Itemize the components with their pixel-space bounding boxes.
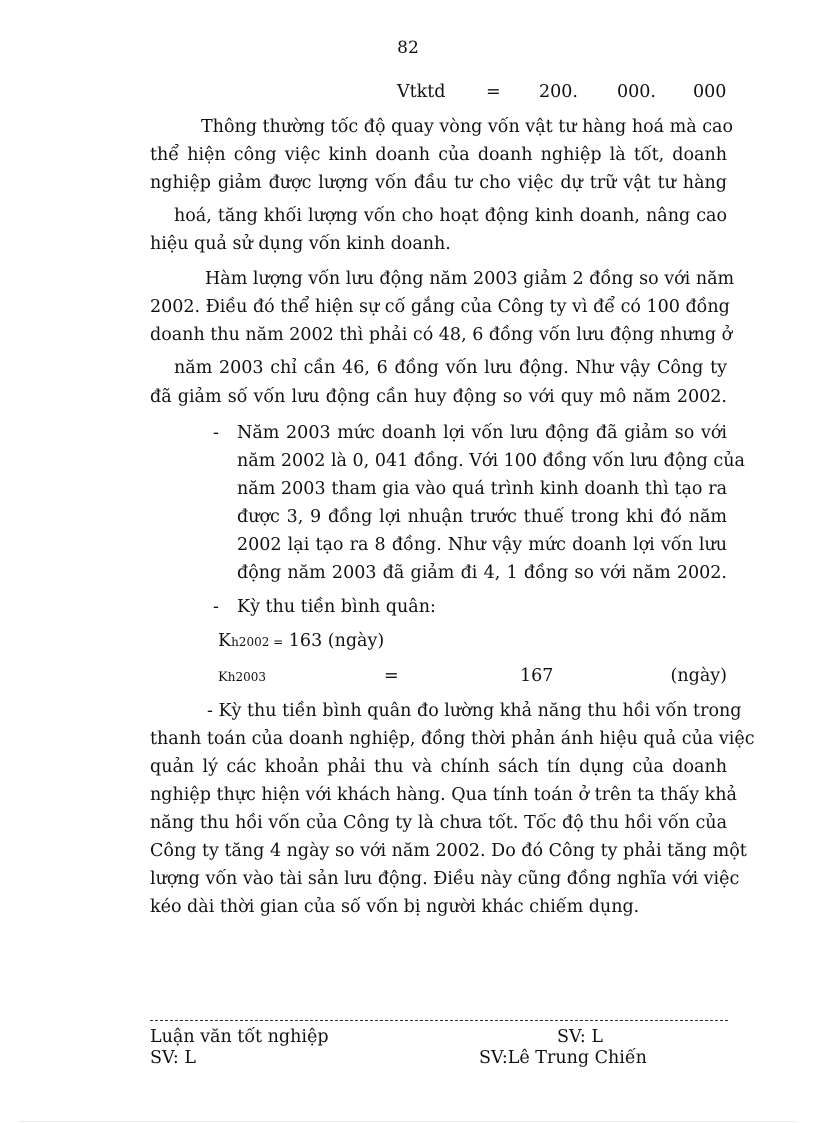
kh2003-unit: (ngày) xyxy=(670,666,727,686)
paragraph-line: hiệu quả sử dụng vốn kinh doanh. xyxy=(150,234,451,254)
paragraph-line: năm 2003 chỉ cần 46, 6 đồng vốn lưu động. Như vậy Công ty xyxy=(174,358,727,378)
paragraph-line: nghiệp thực hiện với khách hàng. Qua tính toán ở trên ta thấy khả xyxy=(150,785,737,805)
vtktd-equals: = xyxy=(486,82,501,102)
bullet-line: Kỳ thu tiền bình quân: xyxy=(237,597,436,617)
bullet-line: động năm 2003 đã giảm đi 4, 1 đồng so với năm 2002. xyxy=(237,563,727,583)
paragraph-line: doanh thu năm 2002 thì phải có 48, 6 đồng vốn lưu động nhưng ở xyxy=(150,325,733,345)
bullet-dash: - xyxy=(213,597,219,617)
kh2003-symbol: K xyxy=(218,670,228,685)
footer-divider xyxy=(150,1020,728,1021)
page-number: 82 xyxy=(397,38,419,58)
bullet-line: 2002 lại tạo ra 8 đồng. Như vậy mức doanh lợi vốn lưu xyxy=(237,535,727,555)
kh2003-subscript: h2003 xyxy=(227,670,266,684)
footer-student-short-2: SV: L xyxy=(150,1048,196,1068)
kh2002-value: 163 (ngày) xyxy=(288,631,385,651)
bullet-line: năm 2003 tham gia vào quá trình kinh doanh thì tạo ra xyxy=(237,479,727,499)
paragraph-line: 2002. Điều đó thể hiện sự cố gắng của Công ty vì để có 100 đồng xyxy=(150,297,730,317)
paragraph-line: năng thu hồi vốn của Công ty là chưa tốt. Tốc độ thu hồi vốn của xyxy=(150,813,727,833)
bullet-dash: - xyxy=(213,423,219,443)
bullet-line: được 3, 9 đồng lợi nhuận trước thuế trong khi đó năm xyxy=(237,507,727,527)
paragraph-line: đã giảm số vốn lưu động cần huy động so với quy mô năm 2002. xyxy=(150,387,727,407)
paragraph-line: quản lý các khoản phải thu và chính sách tín dụng của doanh xyxy=(150,757,727,777)
kh2003-equals: = xyxy=(384,666,399,686)
kh2003-symbol-group xyxy=(218,666,266,686)
vtktd-label: Vtktd xyxy=(397,82,446,102)
paragraph-line: nghiệp giảm được lượng vốn đầu tư cho việc dự trữ vật tư hàng xyxy=(150,173,727,193)
footer-thesis-label: Luận văn tốt nghiệp xyxy=(150,1027,329,1047)
paragraph-line: thể hiện công việc kinh doanh của doanh nghiệp là tốt, doanh xyxy=(150,145,727,165)
paragraph-line: - Kỳ thu tiền bình quân đo lường khả năng thu hồi vốn trong xyxy=(207,701,742,721)
vtktd-value-1: 200. xyxy=(539,82,578,102)
paragraph-line: lượng vốn vào tài sản lưu động. Điều này cũng đồng nghĩa với việc xyxy=(150,869,740,889)
paragraph-line: Công ty tăng 4 ngày so với năm 2002. Do đó Công ty phải tăng một xyxy=(150,841,747,861)
bullet-line: Năm 2003 mức doanh lợi vốn lưu động đã giảm so với xyxy=(237,423,727,443)
kh2002-symbol: K xyxy=(218,631,232,651)
kh2003-value: 167 xyxy=(520,666,554,686)
vtktd-value-2: 000. xyxy=(617,82,656,102)
page-bottom-edge xyxy=(20,1121,796,1122)
paragraph-line: Thông thường tốc độ quay vòng vốn vật tư hàng hoá mà cao xyxy=(201,117,733,137)
footer-student-name: SV:Lê Trung Chiến xyxy=(479,1048,647,1068)
kh2002-formula xyxy=(218,631,384,651)
paragraph-line: hoá, tăng khối lượng vốn cho hoạt động kinh doanh, nâng cao xyxy=(174,206,727,226)
bullet-line: năm 2002 là 0, 041 đồng. Với 100 đồng vốn lưu động của xyxy=(237,451,745,471)
kh2002-subscript: h2002 = xyxy=(231,635,284,649)
paragraph-line: kéo dài thời gian của số vốn bị người khác chiếm dụng. xyxy=(150,897,640,917)
paragraph-line: thanh toán của doanh nghiệp, đồng thời phản ánh hiệu quả của việc xyxy=(150,729,755,749)
paragraph-line: Hàm lượng vốn lưu động năm 2003 giảm 2 đồng so với năm xyxy=(205,269,735,289)
vtktd-value-3: 000 xyxy=(693,82,727,102)
footer-student-short: SV: L xyxy=(557,1027,603,1047)
